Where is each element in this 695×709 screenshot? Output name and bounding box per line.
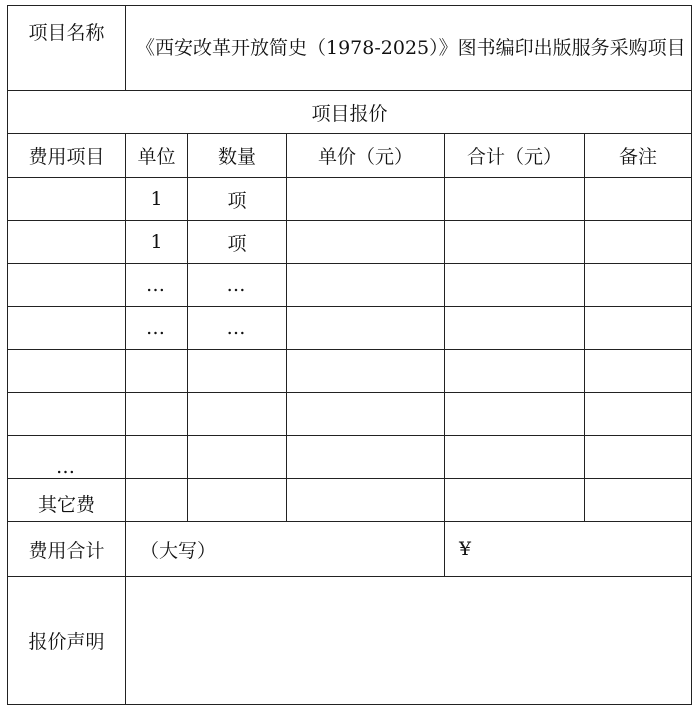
table-cell (287, 307, 445, 350)
table-cell: 项 (188, 178, 287, 221)
table-cell: 项 (188, 221, 287, 264)
quotation-table (7, 5, 692, 705)
project-name-row (8, 6, 692, 91)
total-row (8, 522, 692, 577)
table-cell: 1 (126, 178, 188, 221)
total-amount-field: ¥ (445, 522, 692, 577)
table-cell (188, 436, 287, 479)
table-row (8, 264, 692, 307)
table-cell (8, 264, 126, 307)
table-cell (445, 350, 585, 393)
table-cell (126, 436, 188, 479)
table-cell (585, 479, 692, 522)
total-uppercase-field: （大写） (126, 522, 445, 577)
table-cell (585, 178, 692, 221)
table-cell (287, 350, 445, 393)
table-cell: … (188, 307, 287, 350)
table-row (8, 307, 692, 350)
table-cell (585, 307, 692, 350)
table-row (8, 393, 692, 436)
table-cell: … (8, 436, 126, 479)
table-cell (445, 393, 585, 436)
header-cell: 合计（元） (445, 134, 585, 178)
table-row (8, 350, 692, 393)
table-cell (445, 178, 585, 221)
table-cell (8, 307, 126, 350)
statement-field (126, 577, 692, 705)
header-cell: 单价（元） (287, 134, 445, 178)
header-cell: 数量 (188, 134, 287, 178)
table-cell (585, 436, 692, 479)
table-cell: … (126, 264, 188, 307)
project-name-label: 项目名称 (8, 6, 126, 91)
header-cell: 费用项目 (8, 134, 126, 178)
header-row (8, 134, 692, 178)
table-cell (287, 436, 445, 479)
statement-row (8, 577, 692, 705)
project-name-value: 《西安改革开放简史（1978-2025）》图书编印出版服务采购项目 (126, 6, 692, 91)
table-row (8, 178, 692, 221)
total-label: 费用合计 (8, 522, 126, 577)
table-cell (188, 350, 287, 393)
table-cell (8, 350, 126, 393)
table-cell (287, 264, 445, 307)
table-row (8, 221, 692, 264)
table-cell (287, 393, 445, 436)
table-cell (126, 479, 188, 522)
table-row (8, 479, 692, 522)
table-cell (8, 221, 126, 264)
table-row (8, 436, 692, 479)
table-cell (287, 479, 445, 522)
table-cell: 1 (126, 221, 188, 264)
header-cell: 单位 (126, 134, 188, 178)
table-cell (585, 393, 692, 436)
table-cell: 其它费 (8, 479, 126, 522)
table-cell (126, 393, 188, 436)
header-cell: 备注 (585, 134, 692, 178)
table-cell (445, 479, 585, 522)
table-cell: … (188, 264, 287, 307)
table-cell (445, 221, 585, 264)
table-cell (126, 350, 188, 393)
table-cell (445, 436, 585, 479)
statement-label: 报价声明 (8, 577, 126, 705)
table-cell (287, 178, 445, 221)
table-cell (188, 479, 287, 522)
table-cell (585, 350, 692, 393)
table-cell (445, 264, 585, 307)
table-cell (445, 307, 585, 350)
table-cell (287, 221, 445, 264)
table-cell (585, 221, 692, 264)
table-cell (188, 393, 287, 436)
table-cell (585, 264, 692, 307)
table-cell: … (126, 307, 188, 350)
table-cell (8, 178, 126, 221)
section-title: 项目报价 (8, 91, 692, 134)
table-cell (8, 393, 126, 436)
